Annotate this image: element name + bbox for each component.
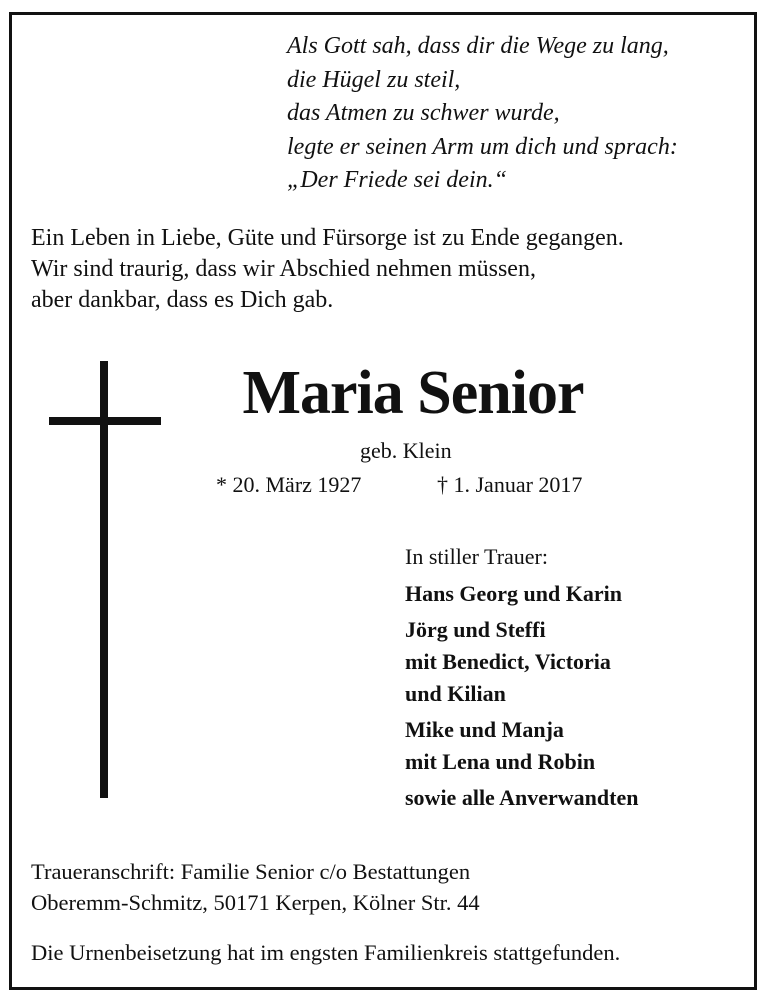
closing-note: Die Urnenbeisetzung hat im engsten Familienkreis stattgefunden. [31, 940, 621, 965]
poem-quote [287, 30, 678, 198]
intro-line: Wir sind traurig, dass wir Abschied nehmen müssen, [31, 256, 536, 282]
deceased-name: Maria Senior [242, 359, 584, 427]
mourner-line: mit Lena und Robin [405, 749, 596, 774]
death-date: † 1. Januar 2017 [437, 472, 583, 497]
mourner-group [405, 714, 638, 778]
intro-line: aber dankbar, dass es Dich gab. [31, 287, 334, 313]
intro-text [31, 223, 624, 316]
mourner-line: Hans Georg und Karin [405, 581, 622, 606]
mourner-line: mit Benedict, Victoria [405, 649, 611, 674]
birth-name: geb. Klein [360, 438, 452, 463]
poem-line: „Der Friede sei dein.“ [287, 167, 507, 193]
mourning-address [31, 856, 480, 918]
intro-line: Ein Leben in Liebe, Güte und Fürsorge ist zu Ende gegangen. [31, 225, 624, 251]
address-line: Traueranschrift: Familie Senior c/o Bestattungen [31, 859, 471, 884]
birth-date: * 20. März 1927 [216, 472, 362, 497]
poem-line: legte er seinen Arm um dich und sprach: [287, 133, 678, 160]
poem-line: das Atmen zu schwer wurde, [287, 100, 560, 126]
mourner-group [405, 578, 638, 610]
mourner-group [405, 614, 638, 710]
address-line: Oberemm-Schmitz, 50171 Kerpen, Kölner Str. 44 [31, 890, 480, 915]
poem-line: Als Gott sah, dass dir die Wege zu lang, [287, 33, 669, 59]
mourner-line: Jörg und Steffi [405, 617, 546, 642]
poem-line: die Hügel zu steil, [287, 66, 461, 93]
mourner-line: und Kilian [405, 681, 506, 706]
mourners-list [405, 542, 638, 818]
mourner-line: sowie alle Anverwandten [405, 785, 639, 810]
mourner-group [405, 782, 638, 814]
mourner-line: Mike und Manja [405, 717, 564, 742]
mourners-lead: In stiller Trauer: [405, 544, 548, 569]
